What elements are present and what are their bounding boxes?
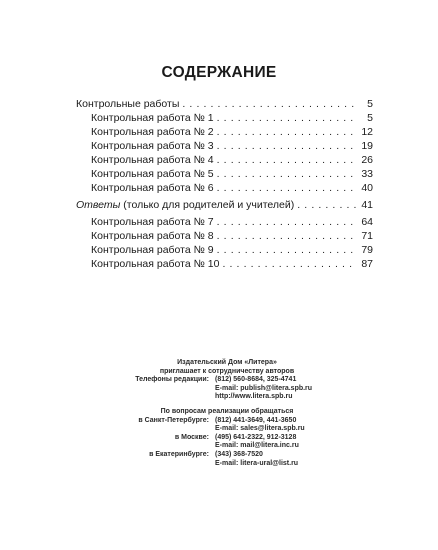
msk-email: E-mail: mail@litera.inc.ru [215, 442, 299, 450]
publisher-invite: приглашает к сотрудничеству авторов [159, 367, 295, 375]
toc-page: 12 [361, 126, 373, 138]
toc-label: Контрольная работа № 9 [91, 244, 214, 256]
toc-page: 40 [361, 182, 373, 194]
toc-page: 26 [361, 154, 373, 166]
toc-label: Контрольная работа № 3 [91, 140, 214, 152]
toc-entry [76, 97, 373, 111]
toc-label [76, 198, 294, 212]
web-row [112, 393, 342, 402]
toc-label: Контрольная работа № 4 [91, 154, 214, 166]
spb-email-row [112, 425, 342, 434]
toc-page: 33 [361, 168, 373, 180]
ekb-phones: (343) 368-7520 [215, 450, 263, 458]
phones-label: Телефоны редакции: [135, 376, 209, 384]
toc-entry [76, 139, 373, 153]
table-of-contents [76, 97, 373, 271]
publisher-imprint [112, 359, 342, 468]
spb-email-label-empty [112, 425, 215, 434]
toc-entry [76, 181, 373, 195]
toc-label: Контрольная работа № 7 [91, 216, 214, 228]
toc-leader [217, 167, 356, 181]
toc-label: Контрольная работа № 2 [91, 126, 214, 138]
toc-page: 64 [361, 216, 373, 228]
toc-leader [217, 125, 356, 139]
toc-page: 19 [361, 140, 373, 152]
spb-email: E-mail: sales@litera.spb.ru [215, 425, 305, 433]
toc-entry [76, 243, 373, 257]
toc-label: Контрольные работы [76, 98, 180, 110]
toc-leader [217, 139, 356, 153]
ekb-email-label-empty [112, 460, 215, 469]
web-label-empty [112, 393, 215, 402]
toc-label: Контрольная работа № 1 [91, 112, 214, 124]
toc-label: Контрольная работа № 5 [91, 168, 214, 180]
toc-leader [217, 181, 356, 195]
toc-label-italic: Ответы [76, 199, 121, 211]
spb-row [112, 417, 342, 426]
email-row [112, 385, 342, 394]
email-label-empty [112, 385, 215, 394]
toc-entry [76, 229, 373, 243]
ekb-label: в Екатеринбурге: [149, 450, 209, 458]
msk-email-row [112, 442, 342, 451]
toc-label: Контрольная работа № 8 [91, 230, 214, 242]
ekb-email-row [112, 460, 342, 469]
phones-row [112, 376, 342, 385]
toc-leader [297, 198, 356, 212]
toc-entry [76, 215, 373, 229]
toc-label-rest: (только для родителей и учителей) [120, 199, 295, 211]
spb-label: в Санкт-Петербурге: [138, 416, 209, 424]
toc-label: Контрольная работа № 6 [91, 182, 214, 194]
toc-page: 79 [361, 244, 373, 256]
msk-label: в Москве: [174, 433, 209, 441]
publisher-email: E-mail: publish@litera.spb.ru [215, 384, 313, 392]
msk-phones: (495) 641-2322, 912-3128 [215, 433, 297, 441]
toc-label: Контрольная работа № 10 [91, 258, 220, 270]
toc-leader [217, 153, 356, 167]
publisher-website: http://www.litera.spb.ru [215, 393, 293, 401]
msk-email-label-empty [112, 442, 215, 451]
toc-page: 71 [361, 230, 373, 242]
toc-entry [76, 167, 373, 181]
toc-leader [217, 243, 356, 257]
toc-entry [76, 111, 373, 125]
toc-page: 5 [367, 112, 373, 124]
toc-leader [217, 229, 356, 243]
toc-entry [76, 153, 373, 167]
toc-page: 87 [361, 258, 373, 270]
msk-row [112, 434, 342, 443]
spb-phones: (812) 441-3649, 441-3650 [215, 416, 297, 424]
toc-page: 5 [367, 98, 373, 110]
sales-heading: По вопросам реализации обращаться [160, 407, 294, 415]
page-title: СОДЕРЖАНИЕ [161, 64, 277, 81]
toc-page: 41 [361, 199, 373, 211]
toc-leader [182, 97, 356, 111]
toc-entry [76, 125, 373, 139]
toc-entry [76, 198, 373, 212]
toc-leader [222, 257, 356, 271]
ekb-row [112, 451, 342, 460]
phones-value: (812) 560-8684, 325-4741 [215, 376, 297, 384]
ekb-email: E-mail: litera-ural@list.ru [215, 459, 299, 467]
toc-entry [76, 257, 373, 271]
toc-leader [217, 111, 356, 125]
publisher-name: Издательский Дом «Литера» [177, 359, 277, 366]
toc-leader [217, 215, 356, 229]
